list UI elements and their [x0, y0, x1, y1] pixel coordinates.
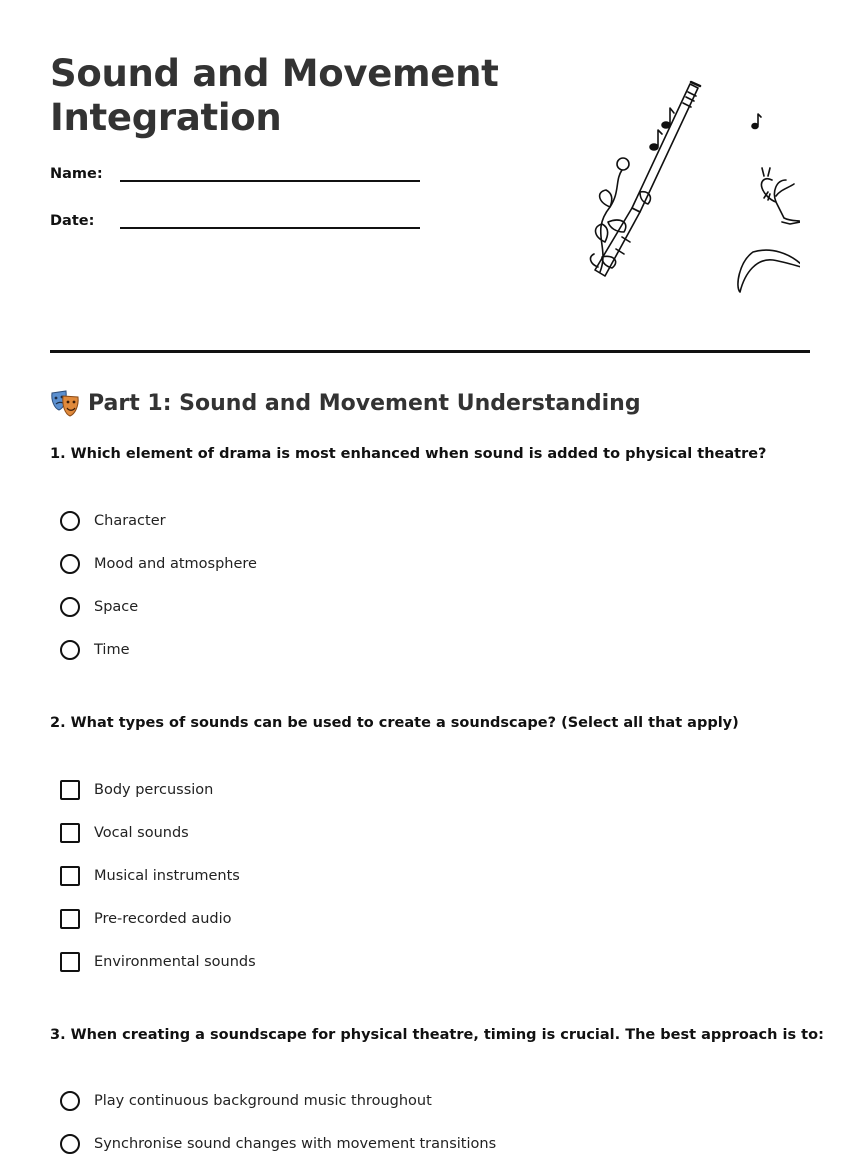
theater-masks-icon: [50, 388, 80, 418]
checkbox[interactable]: [60, 952, 80, 972]
option-label: Space: [94, 599, 139, 615]
name-label: Name:: [50, 166, 103, 182]
option-label: Body percussion: [94, 782, 214, 798]
date-label: Date:: [50, 213, 95, 229]
q1-option-space[interactable]: [60, 597, 138, 617]
q2-option-musical-instruments[interactable]: [60, 866, 240, 886]
question-2: 2. What types of sounds can be used to create a soundscape? (Select all that apply): [50, 715, 739, 731]
music-notes-icon: [650, 108, 761, 150]
name-field-row: [50, 166, 420, 182]
option-label: Mood and atmosphere: [94, 556, 257, 572]
question-3: 3. When creating a soundscape for physical theatre, timing is crucial. The best approach is to:: [50, 1027, 824, 1043]
page-title: [50, 52, 520, 140]
option-label: Time: [94, 642, 130, 658]
q1-option-mood-and-atmosphere[interactable]: [60, 554, 257, 574]
option-label: Play continuous background music throughout: [94, 1093, 432, 1109]
date-field-row: [50, 213, 420, 229]
radio-button[interactable]: [60, 1091, 80, 1111]
kangaroo-icon: [761, 168, 800, 224]
part1-heading: [50, 388, 641, 418]
radio-button[interactable]: [60, 554, 80, 574]
radio-button[interactable]: [60, 640, 80, 660]
q1-option-time[interactable]: [60, 640, 130, 660]
q3-option-synchronise-sound[interactable]: [60, 1134, 496, 1154]
q2-option-body-percussion[interactable]: [60, 780, 213, 800]
q3-option-continuous-music[interactable]: [60, 1091, 432, 1111]
part1-title: Part 1: Sound and Movement Understanding: [88, 390, 641, 416]
option-label: Environmental sounds: [94, 954, 256, 970]
worksheet-header: [50, 52, 810, 352]
radio-button[interactable]: [60, 1134, 80, 1154]
boomerang-icon: [738, 250, 800, 292]
flower-vine-icon: [591, 158, 651, 272]
question-1: 1. Which element of drama is most enhanced when sound is added to physical theatre?: [50, 446, 767, 462]
option-label: Character: [94, 513, 166, 529]
q1-option-character[interactable]: [60, 511, 166, 531]
radio-button[interactable]: [60, 511, 80, 531]
option-label: Vocal sounds: [94, 825, 189, 841]
title-line-2: Integration: [50, 96, 282, 139]
option-label: Musical instruments: [94, 868, 240, 884]
option-label: Synchronise sound changes with movement transitions: [94, 1136, 497, 1152]
checkbox[interactable]: [60, 780, 80, 800]
radio-button[interactable]: [60, 597, 80, 617]
didgeridoo-icon: [595, 82, 700, 276]
option-label: Pre-recorded audio: [94, 911, 232, 927]
checkbox[interactable]: [60, 823, 80, 843]
date-field[interactable]: [120, 215, 420, 229]
header-divider: [50, 350, 810, 353]
illustration: [550, 72, 800, 302]
q2-option-pre-recorded-audio[interactable]: [60, 909, 232, 929]
checkbox[interactable]: [60, 866, 80, 886]
q2-option-environmental-sounds[interactable]: [60, 952, 256, 972]
checkbox[interactable]: [60, 909, 80, 929]
name-field[interactable]: [120, 168, 420, 182]
q2-option-vocal-sounds[interactable]: [60, 823, 189, 843]
title-line-1: Sound and Movement: [50, 52, 499, 95]
